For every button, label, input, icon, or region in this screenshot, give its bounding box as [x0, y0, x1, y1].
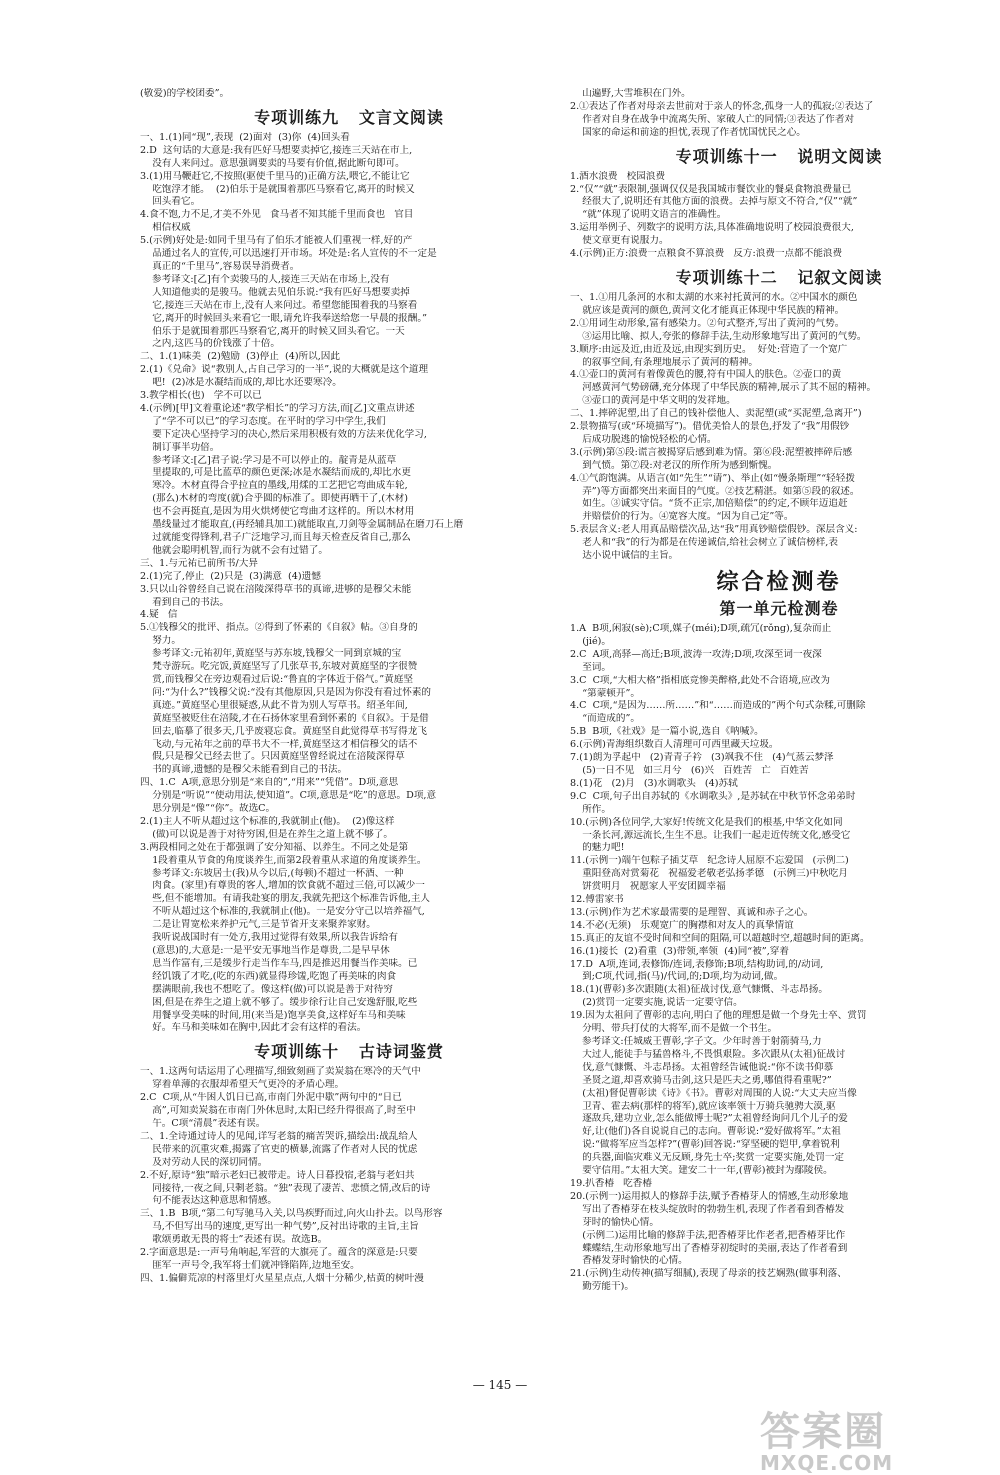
page-number: — 145 — [472, 1378, 528, 1392]
right-text-line: 3.运用举例子、列数字的说明方法,具体准确地说明了校园浪费很大, [570, 222, 854, 234]
right-text-line: (5)一日不见 如三月兮 (6)兴 百姓苦 亡 百姓苦 [570, 764, 809, 776]
right-text-line: 的叙事空间,有条理地展示了黄河的精神。 [570, 356, 758, 368]
left-text-line: 2.(1)完了,停止 (2)只是 (3)满意 (4)遗憾 [140, 570, 321, 582]
right-text-line: 国家的命运和前途的担忧,表现了作者忧国忧民之心。 [570, 126, 806, 138]
right-text-line: 饼赏明月 祝愿家人平安团圆幸福 [570, 881, 726, 893]
right-text-line: 9.C C项,句子出自苏轼的《水调歌头》,是苏轼在中秋节怀念弟弟时 [570, 790, 856, 802]
right-text-line: (2)赏罚一定要实施,说话一定要守信。 [570, 997, 743, 1009]
left-text-line: 了“学不可以已”的学习态度。在平时的学习中学生,我们 [140, 415, 386, 427]
right-text-line: 河感黄河气势磅礴,充分体现了中华民族的精神,展示了其不屈的精神。 [570, 382, 877, 394]
right-text-line: 5.表层含义:老人用真品赔偿次品,达“我”用真钞赔偿假钞。深层含义: [570, 524, 858, 536]
right-text-line: 17.D A项,连词,表修饰/连词,表修饰;B项,结构助词,的/动词, [570, 958, 824, 970]
left-text-line: 3.两段相同之处在于都强调了安分知福、以养生。不同之处是第 [140, 841, 409, 853]
left-text-line: (意思)的,大意是:一是平安无事地当作是尊贵,二是早早休 [140, 945, 390, 956]
right-text-line: 的兵器,面临灾难义无反顾,身先士卒;奖赏一定要实施,处罚一定 [570, 1152, 845, 1164]
left-text-line: 4.疑 信 [140, 609, 178, 621]
left-text-line: 匪军一声号令,我军将士们就冲锋陷阵,边地至安。 [140, 1259, 360, 1271]
left-text-line: 3.(1)用马鞭赶它,不按照(驱使千里马的)正确方法,喂它,不能让它 [140, 170, 410, 182]
left-text-line: (敬爱)的学校团委”。 [140, 88, 230, 99]
left-text-line: 摆满眼前,我也不想吃了。像这样(做)可以说是善于对待穷 [140, 983, 393, 995]
left-text-line: 假,只是穆父已经去世了。只因黄庭坚曾经说过在涪陵深得草 [140, 751, 405, 763]
left-text-line: 人知道他卖的是骏马。他就去见伯乐说:“我有匹好马想要卖掉 [140, 286, 410, 298]
right-text-line: 2.景物描写(或“环境描写”)。借优美恰人的景色,抒发了“我”用假钞 [570, 421, 850, 433]
right-text-line: (示例二)运用比喻的修辞手法,把香椿芽比作老者,把香椿芽比作 [570, 1229, 846, 1241]
right-text-line: 8.(1)花 (2)月 (3)水调歌头 (4)苏轼 [570, 777, 738, 789]
left-text-line: 之内,这匹马的价钱涨了十倍。 [140, 338, 280, 350]
right-text-line: 使文章更有说服力。 [570, 235, 669, 247]
left-text-line: 伯乐于是就围着那匹马察看它,离开的时候又回头看它。一天 [140, 325, 405, 337]
left-text-line: (做)可以说是善于对待穷困,但是在养生之道上就不够了。 [140, 828, 393, 840]
left-text-line: 穿着单薄的衣服却希望天气更冷的矛盾心理。 [140, 1079, 345, 1091]
left-text-line: 马,不但写出马的速度,更写出一种气势”,反衬出诗歌的主旨,主旨 [140, 1221, 419, 1233]
right-text-line: 写出了香椿芽在枝头绽放时的勃勃生机,表现了作者看到香椿发 [570, 1203, 845, 1215]
right-text-line: 山遍野,大雪堆积在门外。 [570, 88, 691, 99]
right-text-line: 21.(示例)生动传神(描写细腻),表现了母亲的技艺娴熟(做事利落、 [570, 1268, 847, 1280]
left-text-line: 民带来的沉重灾难,揭露了官吏的横暴,流露了作者对人民的忧虑 [140, 1143, 418, 1155]
right-text-line: 达小说中诚信的主旨。 [570, 550, 679, 562]
right-text-line: 经很大了,说明还有其他方面的浪费。去掉与原文不符合,“仅”“就” [570, 196, 858, 208]
left-text-line: 吃饱浮才能。 (2)伯乐于是就围着那匹马察看它,离开的时候又 [140, 183, 415, 195]
right-text-line: 一条长河,源远流长,生生不息。让我们一起走近传统文化,感受它 [570, 829, 851, 841]
left-text-line: 分别是“听说”“使动用法,使知道”。C项,意思是“吃”的意思。D项,意 [140, 790, 437, 802]
right-text-line: 19.因为太祖问了曹彰的志向,明白了他的理想是做一个身先士卒、赏罚 [570, 1010, 867, 1022]
left-text-line: 梵寺游玩。吃完饭,黄庭坚写了几张草书,东坡对黄庭坚的字很赞 [140, 661, 418, 673]
left-text-line: 二是让胃宽松来养护元气,三是节省开支来聚养家财。 [140, 919, 376, 931]
right-text-line: 19.扒香椿 吃香椿 [570, 1177, 652, 1189]
right-text-line: ③运用比喻、拟人,夸张的修辞手法,生动形象地写出了黄河的气势。 [570, 330, 867, 342]
right-text-line: 13.(示例)作为艺术家最需要的是理智、真诚和赤子之心。 [570, 906, 814, 918]
right-text-line: 2.C A项,高驿—高迁;B项,波涛一攻涛;D项,攻深至词一夜深 [570, 648, 822, 660]
right-text-line: 重阳登高对赏菊花 祝福爱老敬老弘扬孝德 (示例三)中秋吃月 [570, 868, 848, 880]
right-text-line: (太祖)督促曹彰读《诗》《书》。曹彰对周围的人说:“大丈夫应当像 [570, 1087, 857, 1099]
left-text-line: 赏,而钱穆父在旁边观看过后说:“鲁直的字体近于俗气。”黄庭坚 [140, 673, 413, 685]
right-text-line: 1.酒水浪费 校园浪费 [570, 170, 666, 182]
right-text-line: 二、1.摔碎泥塑,出了自己的钱补偿他人、卖泥塑(或“买泥塑,急离开”) [570, 408, 862, 420]
left-text-line: 1段着重从节食的角度谈养生,而第2段着重从求道的角度谈养生。 [140, 854, 427, 866]
left-text-line: 2.C C项,从“牛困人饥日已高,市南门外泥中歇”两句中的“日已 [140, 1092, 402, 1104]
left-text-line: 2.D 这句话的大意是:我有匹好马想要卖掉它,接连三天站在市上, [140, 144, 413, 156]
left-text-line: 三、1.B B项,“第二句写驰马入关,以鸟疾野而过,向火山扑去。以鸟形容 [140, 1208, 443, 1220]
right-text-line: 如生。③诚实守信。“货不正宗,加倍赔偿”的约定,不顾年迈追赶 [570, 498, 848, 510]
left-text-line: 要下定决心坚持学习的决心,然后采用积极有效的方法来优化学习, [140, 428, 427, 440]
right-text-line: 4.①壶口的黄河有着像黄色的腰,符有中国人的肤色。②壶口的黄 [570, 369, 842, 381]
left-text-line: 3.只以山谷曾经自己说在涪陵深得草书的真谛,进够的是穆父未能 [140, 583, 412, 595]
right-text-line: 的魅力吧! [570, 842, 625, 854]
left-text-line: 墨线量过才能取直,(再经辅具加工)就能取直,刀剑等金属制品在磨刀石上磨 [140, 519, 464, 531]
right-text-line: 就应该是黄河的颜色,黄河文化才能真正体现中华民族的精神。 [570, 304, 845, 316]
right-text-line: 4.①气韵饱满。从语言(如“先生”“请”)、举止(如“慢条斯理”“轻轻拨 [570, 472, 855, 484]
left-text-line: 一、1.(1)同“现”,表现 (2)面对 (3)你 (4)回头看 [140, 131, 350, 143]
left-text-line: 书的真谛,遗憾的是穆父未能看到自己的书法。 [140, 764, 348, 776]
right-text-line: 并赔偿价的行为。④宽容大度。“因为自己定”等。 [570, 511, 794, 523]
left-text-line: 品通过名人的宣传,可以迅速打开市场。坏处是:名人宣传的不一定是 [140, 248, 437, 260]
left-text-line: 参考译文:[乙]君子说:学习是不可以停止的。靛青是从蓝草 [152, 454, 397, 466]
right-text-line: 12.傅雷家书 [570, 894, 624, 906]
left-text-line: 没有人来问过。意思强调要卖的马要有价值,据此断句即可。 [140, 157, 405, 169]
right-text-line: 一、1.①用几条河的水和太湖的水来衬托黄河的水。②中国水的颜色 [570, 291, 858, 303]
right-text-line: 伐,意气慷慨、斗志昂扬。太祖曾经告诫他说:“你不读书仰慕 [570, 1061, 834, 1073]
right-text-line: 好,让(他们)各自说说自己的志向。曹彰说:“爱好做将军。”太祖 [570, 1126, 841, 1138]
section-title: 专项训练九 文言文阅读 [254, 107, 444, 127]
left-text-line: 吧! (2)冰是水凝结而成的,却比水还要寒冷。 [140, 377, 342, 389]
left-text-line: 寒冷。木材直得合乎拉直的墨线,用煣的工艺把它弯曲成车轮, [140, 480, 408, 492]
left-text-line: 二、1.(1)味美 (2)勉励 (3)停止 (4)所以,因此 [140, 351, 340, 363]
left-text-line: 4.食不饱,力不足,才美不外见 食马者不知其能千里而食也 官目 [140, 209, 414, 221]
left-text-line: 些,但不能增加。有请我赴宴的朋友,我就先把这个标准告诉他,主人 [140, 893, 430, 905]
left-text-line: 回去,临摹了很多天,几乎废寝忘食。黄庭坚自此觉得草书写得龙飞 [140, 725, 427, 737]
right-text-line: “第蒙顿开”。 [570, 687, 640, 699]
right-text-line: 16.(1)接长 (2)看重 (3)带领,率领 (4)同“被”,穿着 [570, 945, 789, 957]
section-title: 专项训练十一 说明文阅读 [675, 146, 883, 166]
left-text-line: 二、1.全诗通过诗人的见闻,详写老翁的痛苦哭诉,描绘出:战乱给人 [140, 1130, 418, 1142]
left-text-line: 里提取的,可是比蓝草的颜色更深;冰是水凝结而成的,却比水更 [140, 467, 411, 479]
right-text-line: 老人和“我”的行为都是在传递诚信,给社会树立了诚信榜样,表 [570, 537, 838, 549]
left-text-line: 用餐享受美味的时间,用(来当是)饱享美食,这样好车马和美味 [140, 1009, 406, 1021]
left-text-line: 2.(1)主人不听从超过这个标准的,我就制止(他)。 (2)像这样 [140, 815, 395, 827]
right-text-line: 到;C项,代词,指(马)/代词,的;D项,均为动词,做。 [570, 971, 784, 983]
exam-title: 综合检测卷 [716, 570, 842, 595]
right-text-line: 蝶蝶结,生动形象地写出了香椿芽初绽时的美丽,表达了作者看到 [570, 1242, 848, 1254]
right-text-line: 4.(示例)正方:浪费一点粮食不算浪费 反方:浪费一点都不能浪费 [570, 248, 843, 260]
left-text-line: 他就会聪明机智,而行为就不会有过错了。 [140, 544, 328, 556]
left-text-line: 高”,可知卖炭翁在市南门外休息时,太阳已经升得很高了,时至中 [140, 1105, 416, 1117]
left-text-line: 同接待,一夜之间,只剩老翁。“独”表现了凄苦、悲愤之情,改后的诗 [140, 1182, 431, 1194]
left-text-line: 也不会再挺直,是因为用火烘烤使它弯曲才这样的。所以木材用 [140, 506, 415, 518]
watermark-logo [760, 1400, 893, 1475]
right-text-line: 7.(1)朗为孚起中 (2)青青子衿 (3)飒我不住 (4)气蒸云梦泽 [570, 752, 834, 764]
left-text-line: 一、1.这两句话运用了心理描写,细致刻画了卖炭翁在寒冷的天气中 [140, 1066, 421, 1078]
right-text-line: 要守信用。”太祖大笑。建安二十一年,(曹彰)被封为鄢陵侯。 [570, 1165, 833, 1177]
right-text-line: 20.(示例一)运用拟人的修辞手法,赋予香椿芽人的情感,生动形象地 [570, 1190, 849, 1202]
left-text-line: 制订事半功倍。 [140, 441, 220, 453]
right-text-line: 3.(示例)第⑤段:谎言被揭穿后感到难为情。第⑥段:泥塑被摔碎后感 [570, 446, 853, 458]
left-text-line: 参考译文:元祐初年,黄庭坚与苏东坡,钱穆父一同到京城的宝 [152, 648, 402, 660]
right-text-line: 14.不必(无须) 乐观宽广的胸襟和对友人的真挚情谊 [570, 919, 794, 931]
right-text-line: 弄”)等方面都突出来面目的气度。②技艺精湛。如第⑤段的叙述。 [570, 485, 860, 497]
watermark-site: MXQE.COM [760, 1451, 894, 1475]
left-text-line: 看到自己的书法。 [140, 596, 229, 608]
exam-subtitle: 第一单元检测卷 [719, 599, 839, 618]
left-text-line: 2.不好,原诗“独”暗示老妇已被带走。诗人日暮投宿,老翁与老妇共 [140, 1169, 415, 1181]
right-text-line: 到气愤。第⑦段:对老汉的所作所为感到惭愧。 [570, 459, 778, 471]
left-text-line: 好。车马和美味如在胸中,因此才会有这样的看法。 [140, 1022, 367, 1034]
left-text-line: 3.教学相长(也) 学不可以已 [140, 390, 262, 402]
left-text-line: 真正的“千里马”,容易误导消费者。 [140, 260, 300, 272]
right-text-line: 3.C C项,“大相大格”指相底竞惨美醉格,此处不合语境,应改为 [570, 674, 830, 686]
left-text-line: 句不能表达这种意思和情感。 [140, 1195, 277, 1207]
right-text-line: “就”体现了说明文语言的准确性。 [570, 209, 727, 221]
right-text-line: 参考译文:任城威王曹彰,字子文。少年时善于射箭骑马,力 [582, 1036, 822, 1047]
right-text-line: 作者对自身在战争中流离失所、家破人亡的同情;③表达了作者对 [570, 113, 855, 125]
right-text-line: 10.(示例)各位同学,大家好!传统文化是我们的根基,中华文化如同 [570, 816, 843, 828]
left-text-line: 息当作富有,三是缓步行走当作车马,四是推迟用餐当作美味。已 [140, 957, 418, 969]
right-text-line: 11.(示例一)端午包粽子插艾草 纪念诗人屈原不忘爱国 (示例二) [570, 855, 849, 867]
left-text-line: 午。C项“清晨”表述有误。 [140, 1117, 266, 1129]
section-title: 专项训练十 古诗词鉴赏 [254, 1042, 444, 1062]
left-text-line: 5.①钱穆父的批评、指点。②得到了怀素的《自叙》帖。③自身的 [140, 622, 418, 634]
right-column [570, 88, 988, 1294]
right-text-line: 3.顺序:由远及近,由近及远,由现实到历史。 好处:营造了一个宽广 [570, 343, 848, 355]
right-text-line: 6.(示例)青海组织数百人清理可可西里藏天垃圾。 [570, 739, 779, 751]
left-text-line: 努力。 [140, 635, 181, 647]
left-text-line: 困,但是在养生之道上就不够了。缓步徐行让自己安逸舒服,吃些 [140, 996, 418, 1008]
left-text-line: 参考译文:东坡居士(我)从今以后,(每顿)不超过一杯酒、一种 [152, 867, 404, 879]
right-text-line: 4.C C项,“是因为……所……”和“……而造成的”两个句式杂糅,可删除 [570, 700, 866, 712]
left-text-line: 2.(1)《兑命》说“教别人,占自己学习的一半”,说的大概就是这个道理 [140, 364, 429, 376]
section-title: 专项训练十二 记叙文阅读 [675, 267, 883, 287]
right-text-line: 2.①表达了作者对母亲去世前对于亲人的怀念,孤身一人的孤寂;②表达了 [570, 100, 874, 112]
left-text-line: 四、1.C A项,意思分别是“来自的”,“用来”“凭借”。D项,意思 [140, 777, 399, 789]
right-text-line: 2.①用词生动形象,富有感染力。②句式整齐,写出了黄河的气势。 [570, 317, 845, 329]
right-text-line: 大过人,能徒手与猛兽格斗,不畏惧艰险。多次跟从(太祖)征战讨 [570, 1048, 846, 1060]
right-text-line: 说:“做将军应当怎样?”(曹彰)回答说:“穿坚硬的铠甲,拿着锐利 [570, 1139, 840, 1151]
left-text-line: 飞动,与元祐年之前的草书大不一样,黄庭坚这才相信穆父的话不 [140, 738, 418, 750]
right-text-line: 勤劳能干)。 [570, 1281, 634, 1293]
right-text-line: “而造成的”。 [570, 713, 640, 725]
right-text-line: 后成功脱逃的愉悦轻松的心情。 [570, 433, 717, 445]
left-text-line: 5.(示例)好处是:如同千里马有了伯乐才能被人们重视一样,好的产 [140, 235, 413, 247]
left-text-line: 真迹。”黄庭坚心里很疑惑,从此不肯为别人写草书。绍圣年间, [140, 699, 408, 711]
right-text-line: 至词。 [570, 661, 611, 673]
left-text-line: 它,离开的时候回头来看它一眼,请允许我奉送给您一早晨的报酬。” [140, 312, 428, 324]
right-text-line: 分明、带兵打仗的大将军,而不是做一个书生。 [570, 1023, 778, 1035]
right-text-line: 2.“仅”“就”表限制,强调仅仅是我国城市餐饮业的餐桌食物浪费量已 [570, 183, 852, 195]
left-text-line: 不听从超过这个标准的,我就制止(他)。一是安分守己以培养福气, [140, 906, 425, 918]
left-text-line: 参考译文:[乙]有个卖骏马的人,接连三天站在市场上,没有 [152, 273, 390, 285]
left-text-line: (那么)木材的弯度(就)合乎圆的标准了。即使再晒干了,(木材) [140, 493, 408, 505]
right-text-line: (jié)。 [570, 635, 611, 647]
left-text-line: 过就能变得锋利,君子广泛地学习,而且每天检查反省自己,那么 [140, 532, 411, 543]
right-text-line: 芽时的愉快心情。 [570, 1216, 659, 1228]
watermark-brand: 答案圈 [760, 1409, 886, 1455]
right-text-line: 逐敌兵,建功立业,怎么能做博士呢?”太祖曾经询问几个儿子的爱 [570, 1113, 848, 1125]
right-text-line: 所作。 [570, 803, 611, 815]
right-text-line: 圣贤之道,却喜欢骑马击剑,这只是匹夫之勇,哪值得看重呢?” [570, 1074, 832, 1086]
left-text-line: 四、1.偏僻荒凉的村落里灯火星星点点,人烟十分稀少,枯黄的树叶漫 [140, 1272, 424, 1284]
right-text-line: 香椿发芽时愉快的心情。 [570, 1255, 688, 1267]
right-text-line: 15.真正的友谊不受时间和空间的阻隔,可以超越时空,超越时间的距离。 [570, 932, 870, 944]
right-text-line: 5.B B项,《社戏》是一篇小说,选自《呐喊》。 [570, 726, 764, 738]
right-text-line: 18.(1)(曹彰)多次跟随(太祖)征战讨伐,意气慷慨、斗志昂扬。 [570, 984, 828, 996]
left-text-line: 它,接连三天站在市上,没有人来问过。希望您能围着我的马察看 [140, 299, 418, 311]
right-text-line: 1.A B项,闲寂(sè);C项,媒子(méi);D项,疏冗(rǒng),复杂而止 [570, 623, 832, 634]
left-text-line: 4.(示例)[甲]文着重论述“教学相长”的学习方法,而[乙]文重点讲述 [140, 402, 415, 414]
left-text-line: 歌颂勇敢无畏的将士”表述有误。故选B。 [140, 1234, 328, 1246]
left-column [140, 88, 558, 1286]
left-text-line: 三、1.与元祐已前所书/大异 [140, 557, 258, 569]
right-text-line: 卫青、霍去病(那样的将军),就应该率领十万骑兵驰骋大漠,驱 [570, 1100, 836, 1112]
left-text-line: 相信权威 [140, 222, 191, 234]
left-text-line: 2.字面意思是:一声号角响起,军营的大旗亮了。蕴含的深意是:只要 [140, 1247, 418, 1259]
left-text-line: 回头看它。 [140, 196, 201, 208]
left-text-line: 黄庭坚被贬住在涪陵,才在石扬休家里看到怀素的《自叙》。于是借 [140, 712, 429, 724]
right-text-line: ③壶口的黄河是中华文明的发祥地。 [570, 395, 736, 407]
left-text-line: 问:“为什么?”钱穆父说:“没有其他原因,只是因为你没有看过怀素的 [140, 686, 432, 698]
left-text-line: 肉食。(家里)有尊贵的客人,增加的饮食就不超过三倍,可以减少一 [140, 880, 425, 892]
left-text-line: 思分别是“像”“你”。故选C。 [140, 803, 276, 815]
left-text-line: 我听说战国时有一处方,我用过觉得有效果,所以我告诉给有 [152, 932, 398, 944]
left-text-line: 及对劳动人民的深切同情。 [140, 1156, 268, 1168]
left-text-line: 经饥饿了才吃,(吃的东西)就显得珍馐,吃饱了再美味的肉食 [140, 970, 397, 982]
